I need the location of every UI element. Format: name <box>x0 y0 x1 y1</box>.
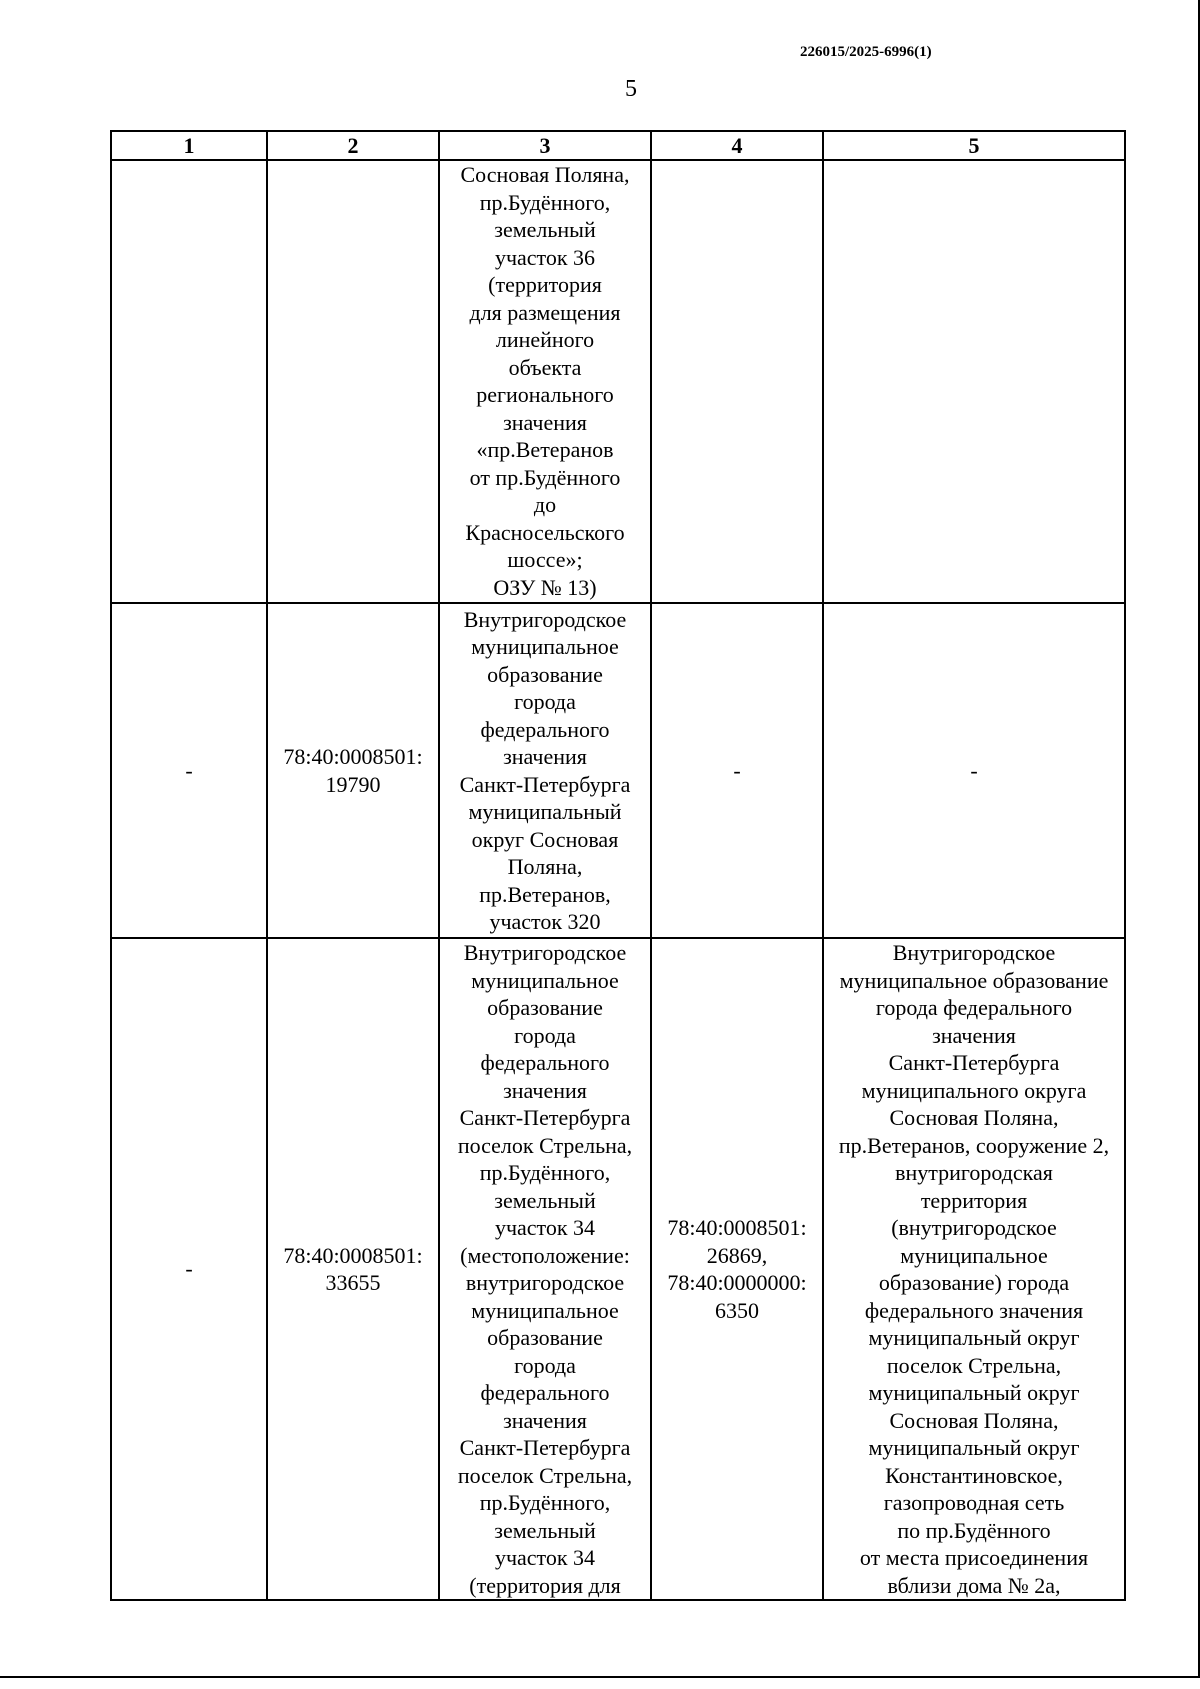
cell-line: (территория <box>488 272 602 297</box>
cell-line: муниципальный <box>468 799 622 824</box>
cell-line: участок 36 <box>494 244 596 270</box>
cell-line: внутригородское <box>465 1270 625 1295</box>
cell-line: федерального <box>480 716 610 742</box>
cell-line: «пр.Ветеранов <box>476 437 614 462</box>
cell-line: муниципальное <box>900 1242 1048 1268</box>
cell-col4 <box>651 603 823 938</box>
cell-line: от места присоединения <box>859 1545 1089 1570</box>
cell-line: муниципальное <box>471 967 619 993</box>
cell-line: Сосновая Поляна, <box>460 162 630 187</box>
cell-line: Внутригородское <box>463 940 627 965</box>
cell-line: объекта <box>508 354 582 380</box>
column-header-1: 1 <box>111 131 267 160</box>
cell-line: - <box>185 1256 193 1282</box>
table-header-row <box>111 131 1125 160</box>
cell-line: значения <box>503 744 587 769</box>
table-row <box>111 938 1125 1600</box>
cell-line: поселок Стрельна, <box>457 1462 633 1488</box>
cell-col4 <box>651 938 823 1600</box>
cell-line: пр.Ветеранов, сооружение 2, <box>838 1132 1110 1158</box>
cell-line: земельный <box>494 1187 596 1213</box>
cell-line: - <box>970 757 978 783</box>
cell-line: значения <box>503 1077 587 1103</box>
cell-line: Санкт-Петербурга <box>459 1105 631 1130</box>
page-number: 5 <box>625 76 637 102</box>
cell-line: регионального <box>476 382 614 407</box>
cell-line: Константиновское, <box>885 1462 1063 1488</box>
cell-col1 <box>111 603 267 938</box>
cell-line: 26869, <box>706 1242 768 1268</box>
cell-col5 <box>823 160 1125 603</box>
cell-line: Поляна, <box>507 854 583 879</box>
cell-line: поселок Стрельна, <box>457 1132 633 1158</box>
cell-col1 <box>111 160 267 603</box>
cell-line: ОЗУ № 13) <box>493 574 597 600</box>
cell-line: города <box>514 1022 576 1048</box>
cell-col3 <box>439 603 651 938</box>
cell-line: 6350 <box>715 1297 759 1323</box>
cell-line: Сосновая Поляна, <box>889 1105 1059 1130</box>
cell-line: Сосновая Поляна, <box>889 1407 1059 1433</box>
cell-line: 78:40:0008501: <box>283 744 423 769</box>
cell-line: значения <box>932 1022 1016 1048</box>
cell-line: федерального <box>480 1380 610 1405</box>
cell-line: внутригородская <box>895 1160 1053 1185</box>
cell-line: значения <box>503 409 587 435</box>
cell-line: федерального <box>480 1050 610 1075</box>
cell-line: города федерального <box>875 995 1073 1020</box>
cell-line: округ Сосновая <box>471 826 619 852</box>
cell-col4 <box>651 160 823 603</box>
cell-line: участок 320 <box>489 909 601 934</box>
cell-line: 33655 <box>325 1270 381 1295</box>
cell-line: города <box>514 1352 576 1378</box>
cell-line: (местоположение: <box>460 1242 630 1268</box>
table-row <box>111 160 1125 603</box>
cell-line: до <box>533 492 557 517</box>
cell-line: Санкт-Петербурга <box>459 771 631 797</box>
cell-line: участок 34 <box>494 1215 596 1240</box>
cell-line: образование <box>487 995 603 1020</box>
cell-line: города <box>514 689 576 714</box>
cell-line: земельный <box>494 1517 596 1543</box>
cell-line: 78:40:0000000: <box>667 1270 807 1295</box>
cell-line: муниципальный округ <box>868 1380 1080 1405</box>
cell-col3 <box>439 938 651 1600</box>
cell-line: шоссе»; <box>507 547 583 572</box>
cell-line: 19790 <box>325 771 381 797</box>
cell-line: линейного <box>495 327 595 352</box>
cell-col2 <box>267 938 439 1600</box>
cell-line: муниципальный округ <box>868 1325 1080 1350</box>
document-id: 226015/2025-6996(1) <box>800 44 932 60</box>
column-header-5: 5 <box>823 131 1125 160</box>
cell-line: для размещения <box>469 299 621 325</box>
cell-line: участок 34 <box>494 1545 596 1570</box>
cell-line: - <box>733 757 741 783</box>
cell-line: 78:40:0008501: <box>283 1242 423 1268</box>
cell-line: Санкт-Петербурга <box>888 1050 1060 1075</box>
cell-line: Внутригородское <box>463 606 627 632</box>
cell-col3 <box>439 160 651 603</box>
cell-line: (внутригородское <box>891 1215 1057 1240</box>
cell-col1 <box>111 938 267 1600</box>
cell-line: Внутригородское <box>892 940 1056 965</box>
cell-line: муниципальный округ <box>868 1435 1080 1460</box>
cell-line: земельный <box>494 217 596 242</box>
cell-line: пр.Будённого, <box>479 1490 611 1515</box>
cell-col5 <box>823 938 1125 1600</box>
cell-line: образование) города <box>878 1270 1070 1295</box>
cell-line: от пр.Будённого <box>469 464 621 490</box>
cell-line: муниципальное <box>471 1297 619 1323</box>
cell-line: муниципального округа <box>861 1077 1087 1103</box>
cell-line: Красносельского <box>465 519 625 545</box>
cell-col5 <box>823 603 1125 938</box>
cell-line: территория <box>920 1187 1028 1213</box>
column-header-3: 3 <box>439 131 651 160</box>
cell-line: газопроводная сеть <box>883 1490 1065 1515</box>
cell-line: Санкт-Петербурга <box>459 1435 631 1460</box>
cell-line: (территория для <box>469 1572 621 1598</box>
cell-line: образование <box>487 661 603 687</box>
column-header-4: 4 <box>651 131 823 160</box>
cell-line: пр.Будённого, <box>479 189 611 215</box>
column-header-2: 2 <box>267 131 439 160</box>
data-table <box>110 130 1126 1601</box>
table-row <box>111 603 1125 938</box>
cell-line: образование <box>487 1325 603 1350</box>
cell-line: федерального значения <box>864 1297 1084 1323</box>
cell-col2 <box>267 160 439 603</box>
cell-line: пр.Ветеранов, <box>479 881 611 907</box>
cell-line: вблизи дома № 2а, <box>887 1572 1061 1598</box>
cell-line: по пр.Будённого <box>897 1517 1051 1543</box>
cell-line: муниципальное <box>471 634 619 659</box>
cell-line: поселок Стрельна, <box>886 1352 1062 1378</box>
cell-line: значения <box>503 1407 587 1433</box>
cell-line: - <box>185 757 193 783</box>
cell-col2 <box>267 603 439 938</box>
cell-line: пр.Будённого, <box>479 1160 611 1185</box>
cell-line: муниципальное образование <box>839 967 1109 993</box>
cell-line: 78:40:0008501: <box>667 1215 807 1240</box>
